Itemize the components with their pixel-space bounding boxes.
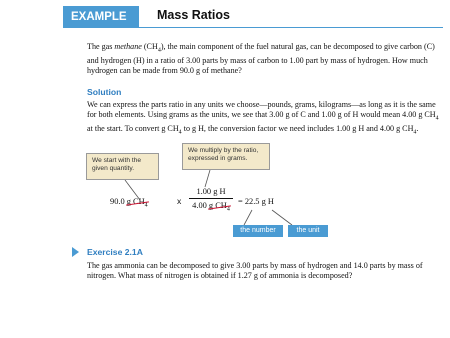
subscript: 4 [144, 202, 148, 209]
label-the-unit: the unit [288, 225, 328, 237]
subscript: 4 [157, 47, 161, 54]
start-unit: g CH [126, 197, 145, 206]
fraction-bar [189, 198, 233, 199]
exercise-triangle-icon [72, 247, 79, 257]
connector-number [244, 210, 252, 225]
times-sign: x [177, 196, 182, 206]
exercise-heading: Exercise 2.1A [87, 247, 143, 257]
exercise-paragraph: The gas ammonia can be decomposed to give 3.00 parts by mass of hydrogen and 14.0 parts by mass of nitrogen. What mass of nitrogen is obtained if 1.27 g of ammonia is decomposed? [87, 261, 423, 281]
solution-text-1: We can express the parts ratio in any units we choose—pounds, grams, kilograms—as long as it is the same for both elements. Using grams as the units, we see that 3.00 g of C and 1.00 g of H would mean 4.00 g CH [87, 100, 436, 120]
solution-text-3: to g H, the conversion factor we need includes 1.00 g H and 4.00 g CH [181, 124, 414, 134]
example-title: Mass Ratios [157, 8, 230, 22]
denominator-unit: g CH [208, 201, 227, 210]
fraction-numerator: 1.00 g H [196, 187, 226, 196]
solution-text-4: . [416, 124, 419, 134]
subscript: 4 [226, 206, 230, 213]
problem-text-3: ), the main component of the fuel natural gas, can be decomposed to give carbon (C) and hydrogen (H) in a ratio of 3.00 parts by mass of carbon to 1.00 part by mass of hydrogen. How much hydrogen can be made from 90.0 g of methane? [87, 42, 435, 76]
example-badge: EXAMPLE 2.1 [63, 6, 139, 28]
start-value: 90.0 [110, 197, 127, 206]
fraction-denominator [188, 201, 234, 213]
callout-given-quantity: We start with the given quantity. [86, 153, 159, 180]
problem-text-2: (CH [141, 42, 158, 51]
problem-text-1: The gas [87, 42, 115, 51]
start-unit-cancelled [127, 197, 148, 209]
label-the-number: the number [233, 225, 283, 237]
callout-ratio: We multiply by the ratio, expressed in grams. [182, 143, 270, 170]
solution-heading: Solution [87, 87, 122, 97]
subscript: 4 [435, 116, 439, 123]
start-quantity [110, 197, 148, 209]
result: = 22.5 g H [238, 197, 274, 206]
solution-text-2: at the start. To convert g CH [87, 124, 179, 134]
subscript: 4 [413, 130, 417, 137]
denominator-value: 4.00 [192, 201, 209, 210]
denominator-unit-cancelled [209, 201, 230, 213]
methane-term: methane [114, 42, 142, 51]
subscript: 4 [178, 130, 182, 137]
connector-unit [272, 210, 292, 225]
connector-right [205, 170, 210, 187]
